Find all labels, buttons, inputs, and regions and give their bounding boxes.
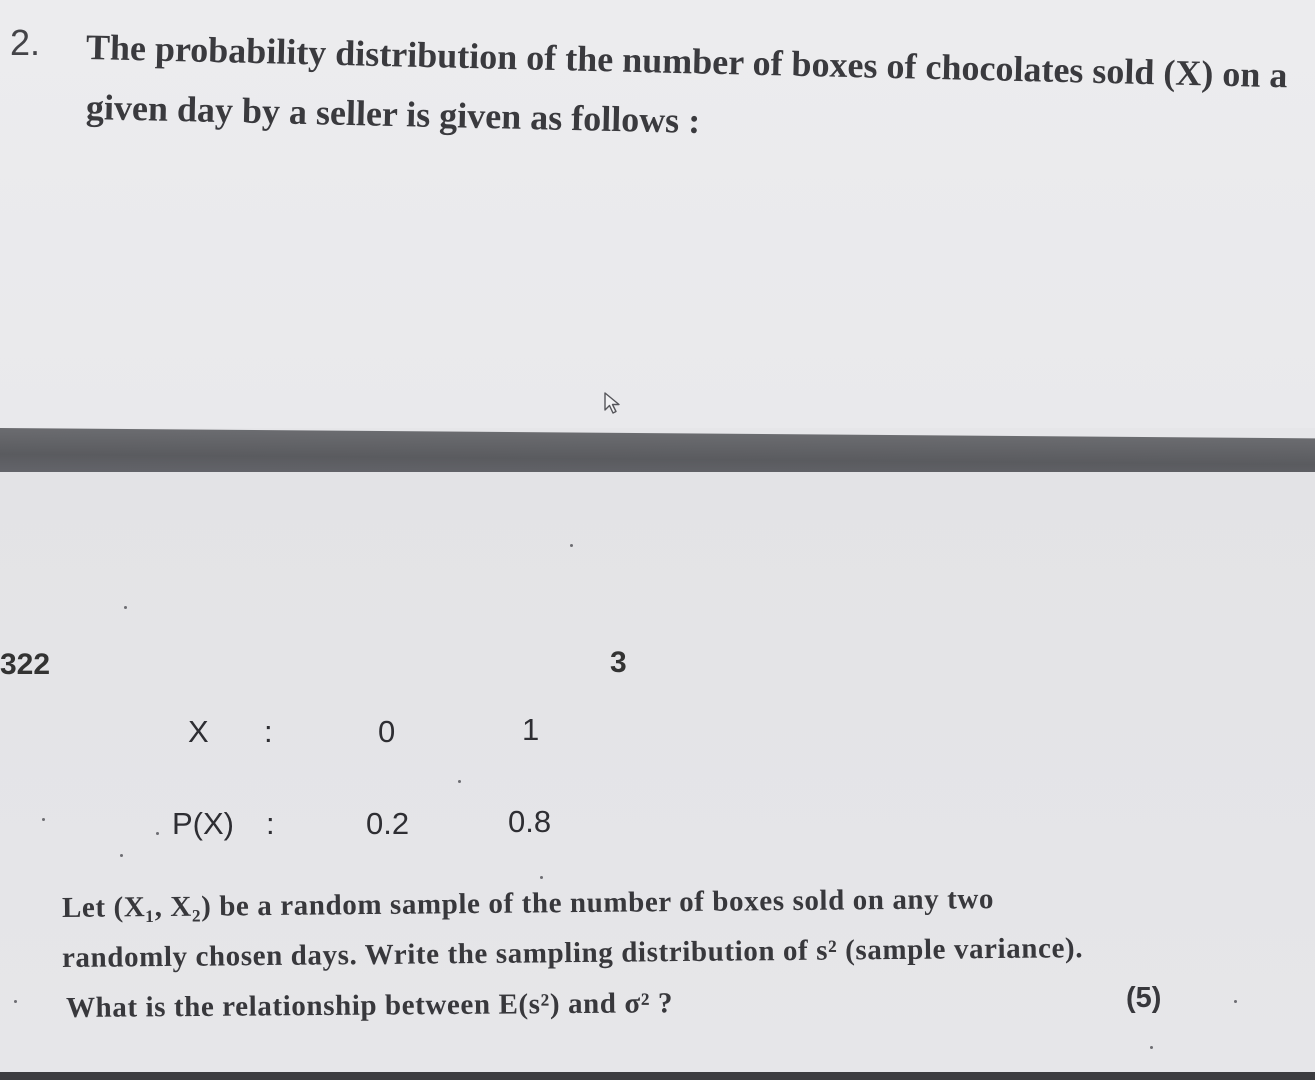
paper-speck bbox=[570, 544, 573, 547]
probability-1: 0.8 bbox=[508, 804, 552, 839]
paper-speck bbox=[124, 606, 127, 609]
px-row-separator: : bbox=[266, 806, 275, 841]
page-number: 3 bbox=[610, 646, 627, 679]
paper-speck bbox=[458, 780, 461, 783]
probability-0: 0.2 bbox=[366, 806, 410, 841]
mouse-pointer-icon bbox=[603, 391, 625, 415]
x-row-label: X bbox=[188, 714, 209, 749]
body-text-line-2: randomly chosen days. Write the sampling distribution of s² (sample variance). bbox=[61, 932, 1084, 974]
paper-speck bbox=[14, 1000, 17, 1003]
paper-speck bbox=[540, 876, 543, 879]
paper-speck bbox=[120, 854, 123, 857]
paper-speck bbox=[156, 832, 159, 835]
paper-speck bbox=[42, 818, 45, 821]
marks-indicator: (5) bbox=[1126, 982, 1162, 1014]
page-header-fragment: 322 bbox=[0, 648, 51, 681]
question-text-line-2: given day by a seller is given as follows : bbox=[85, 87, 701, 141]
paper-speck bbox=[1234, 1000, 1237, 1003]
question-text-line-1: The probability distribution of the number of boxes of chocolates sold (X) on a bbox=[85, 27, 1288, 96]
x-value-0: 0 bbox=[378, 714, 396, 749]
x-row-separator: : bbox=[264, 714, 273, 749]
px-row-label: P(X) bbox=[172, 806, 234, 841]
x-value-1: 1 bbox=[522, 712, 540, 747]
bottom-edge bbox=[0, 1072, 1315, 1080]
paper-speck bbox=[1150, 1046, 1153, 1049]
body-text-line-1: Let (X₁, X₂) be a random sample of the number of boxes sold on any two bbox=[61, 883, 995, 924]
question-number: 2. bbox=[10, 22, 41, 63]
body-text-line-3: What is the relationship between E(s²) and σ² ? bbox=[65, 987, 674, 1024]
